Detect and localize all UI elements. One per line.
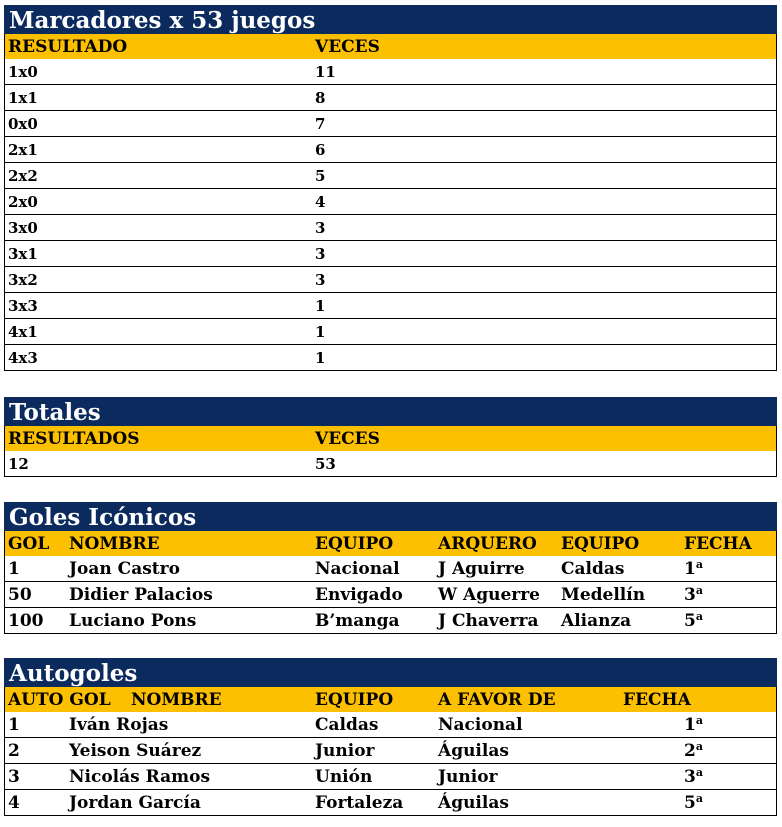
totales-table [4,397,777,477]
table-row [4,451,777,477]
cell-resultado: 3x1 [8,245,38,263]
cell-nombre: Yeison Suárez [69,741,202,761]
totales-title: Totales [4,397,777,426]
ordinal-indicator: a [695,792,703,805]
column-header-gol: GOL [8,534,50,554]
cell-equipo: Junior [315,741,375,761]
cell-veces: 5 [315,167,326,185]
column-header-equipo-arquero: EQUIPO [561,534,640,554]
cell-nombre: Iván Rojas [69,715,169,735]
totales-header-row [4,426,777,451]
cell-resultado: 1x1 [8,89,38,107]
cell-veces: 1 [315,323,326,341]
cell-fecha: 5$^a$ [684,610,703,631]
marcadores-title: Marcadores x 53 juegos [4,5,777,34]
cell-a-favor-de: Águilas [438,741,509,761]
table-row [4,319,777,345]
column-header-fecha: FECHA [623,690,691,710]
column-header-veces: VECES [315,37,380,57]
cell-veces: 3 [315,245,326,263]
goles-iconicos-title: Goles Icónicos [4,502,777,531]
cell-arquero: W Aguerre [438,585,540,605]
ordinal-indicator: a [695,558,703,571]
column-header-veces: VECES [315,429,380,449]
table-row [4,111,777,137]
cell-fecha: 5$^a$ [684,792,703,813]
cell-resultado: 2x2 [8,167,38,185]
cell-veces: 53 [315,455,336,473]
column-header-auto-gol: AUTO GOL [8,690,111,710]
cell-nombre: Jordan García [69,793,201,813]
cell-veces: 4 [315,193,326,211]
column-header-nombre: NOMBRE [131,690,222,710]
column-header-equipo: EQUIPO [315,534,394,554]
table-row [4,712,777,738]
cell-resultado: 0x0 [8,115,38,133]
cell-equipo-arquero: Alianza [561,611,632,631]
goles-iconicos-header-row [4,531,777,556]
cell-fecha: 3$^a$ [684,766,703,787]
cell-veces: 3 [315,219,326,237]
table-row [4,556,777,582]
cell-resultado: 3x0 [8,219,38,237]
cell-equipo: Fortaleza [315,793,404,813]
ordinal-indicator: a [695,584,703,597]
column-header-resultados: RESULTADOS [8,429,140,449]
cell-resultados: 12 [8,455,29,473]
column-header-a-favor-de: A FAVOR DE [438,690,556,710]
table-row [4,608,777,634]
table-row [4,189,777,215]
cell-nombre: Joan Castro [69,559,180,579]
cell-resultado: 3x2 [8,271,38,289]
cell-equipo: B’manga [315,611,400,631]
cell-a-favor-de: Nacional [438,715,523,735]
cell-nombre: Didier Palacios [69,585,213,605]
cell-equipo: Caldas [315,715,379,735]
ordinal-indicator: a [695,740,703,753]
table-row [4,215,777,241]
cell-resultado: 2x0 [8,193,38,211]
cell-gol: 1 [8,559,20,579]
cell-veces: 7 [315,115,326,133]
marcadores-header-row [4,34,777,59]
cell-auto-gol: 2 [8,741,20,761]
cell-equipo: Unión [315,767,373,787]
cell-resultado: 2x1 [8,141,38,159]
cell-auto-gol: 3 [8,767,20,787]
ordinal-indicator: a [695,766,703,779]
cell-resultado: 1x0 [8,63,38,81]
cell-a-favor-de: Águilas [438,793,509,813]
cell-nombre: Luciano Pons [69,611,197,631]
cell-nombre: Nicolás Ramos [69,767,211,787]
column-header-resultado: RESULTADO [8,37,128,57]
cell-veces: 6 [315,141,326,159]
column-header-fecha: FECHA [684,534,752,554]
table-row [4,267,777,293]
table-row [4,241,777,267]
table-row [4,345,777,371]
ordinal-indicator: a [695,610,703,623]
cell-veces: 1 [315,297,326,315]
ordinal-indicator: a [695,714,703,727]
table-row [4,790,777,816]
cell-resultado: 3x3 [8,297,38,315]
column-header-arquero: ARQUERO [438,534,537,554]
column-header-nombre: NOMBRE [69,534,160,554]
table-row [4,293,777,319]
cell-auto-gol: 4 [8,793,20,813]
table-row [4,582,777,608]
cell-equipo-arquero: Caldas [561,559,625,579]
cell-arquero: J Aguirre [438,559,525,579]
table-row [4,764,777,790]
table-row [4,163,777,189]
table-row [4,738,777,764]
cell-gol: 50 [8,585,32,605]
cell-veces: 3 [315,271,326,289]
cell-equipo-arquero: Medellín [561,585,646,605]
cell-fecha: 2$^a$ [684,740,703,761]
cell-equipo: Envigado [315,585,403,605]
cell-fecha: 1$^a$ [684,714,703,735]
cell-resultado: 4x3 [8,349,38,367]
cell-fecha: 3$^a$ [684,584,703,605]
cell-equipo: Nacional [315,559,400,579]
cell-arquero: J Chaverra [438,611,539,631]
cell-veces: 8 [315,89,326,107]
goles-iconicos-table [4,502,777,634]
autogoles-table [4,658,777,816]
cell-a-favor-de: Junior [438,767,498,787]
marcadores-table [4,5,777,371]
cell-gol: 100 [8,611,44,631]
cell-veces: 1 [315,349,326,367]
cell-resultado: 4x1 [8,323,38,341]
table-row [4,137,777,163]
cell-veces: 11 [315,63,336,81]
table-row [4,59,777,85]
cell-fecha: 1$^a$ [684,558,703,579]
autogoles-header-row [4,687,777,712]
autogoles-title: Autogoles [4,658,777,687]
table-row [4,85,777,111]
column-header-equipo: EQUIPO [315,690,394,710]
cell-auto-gol: 1 [8,715,20,735]
